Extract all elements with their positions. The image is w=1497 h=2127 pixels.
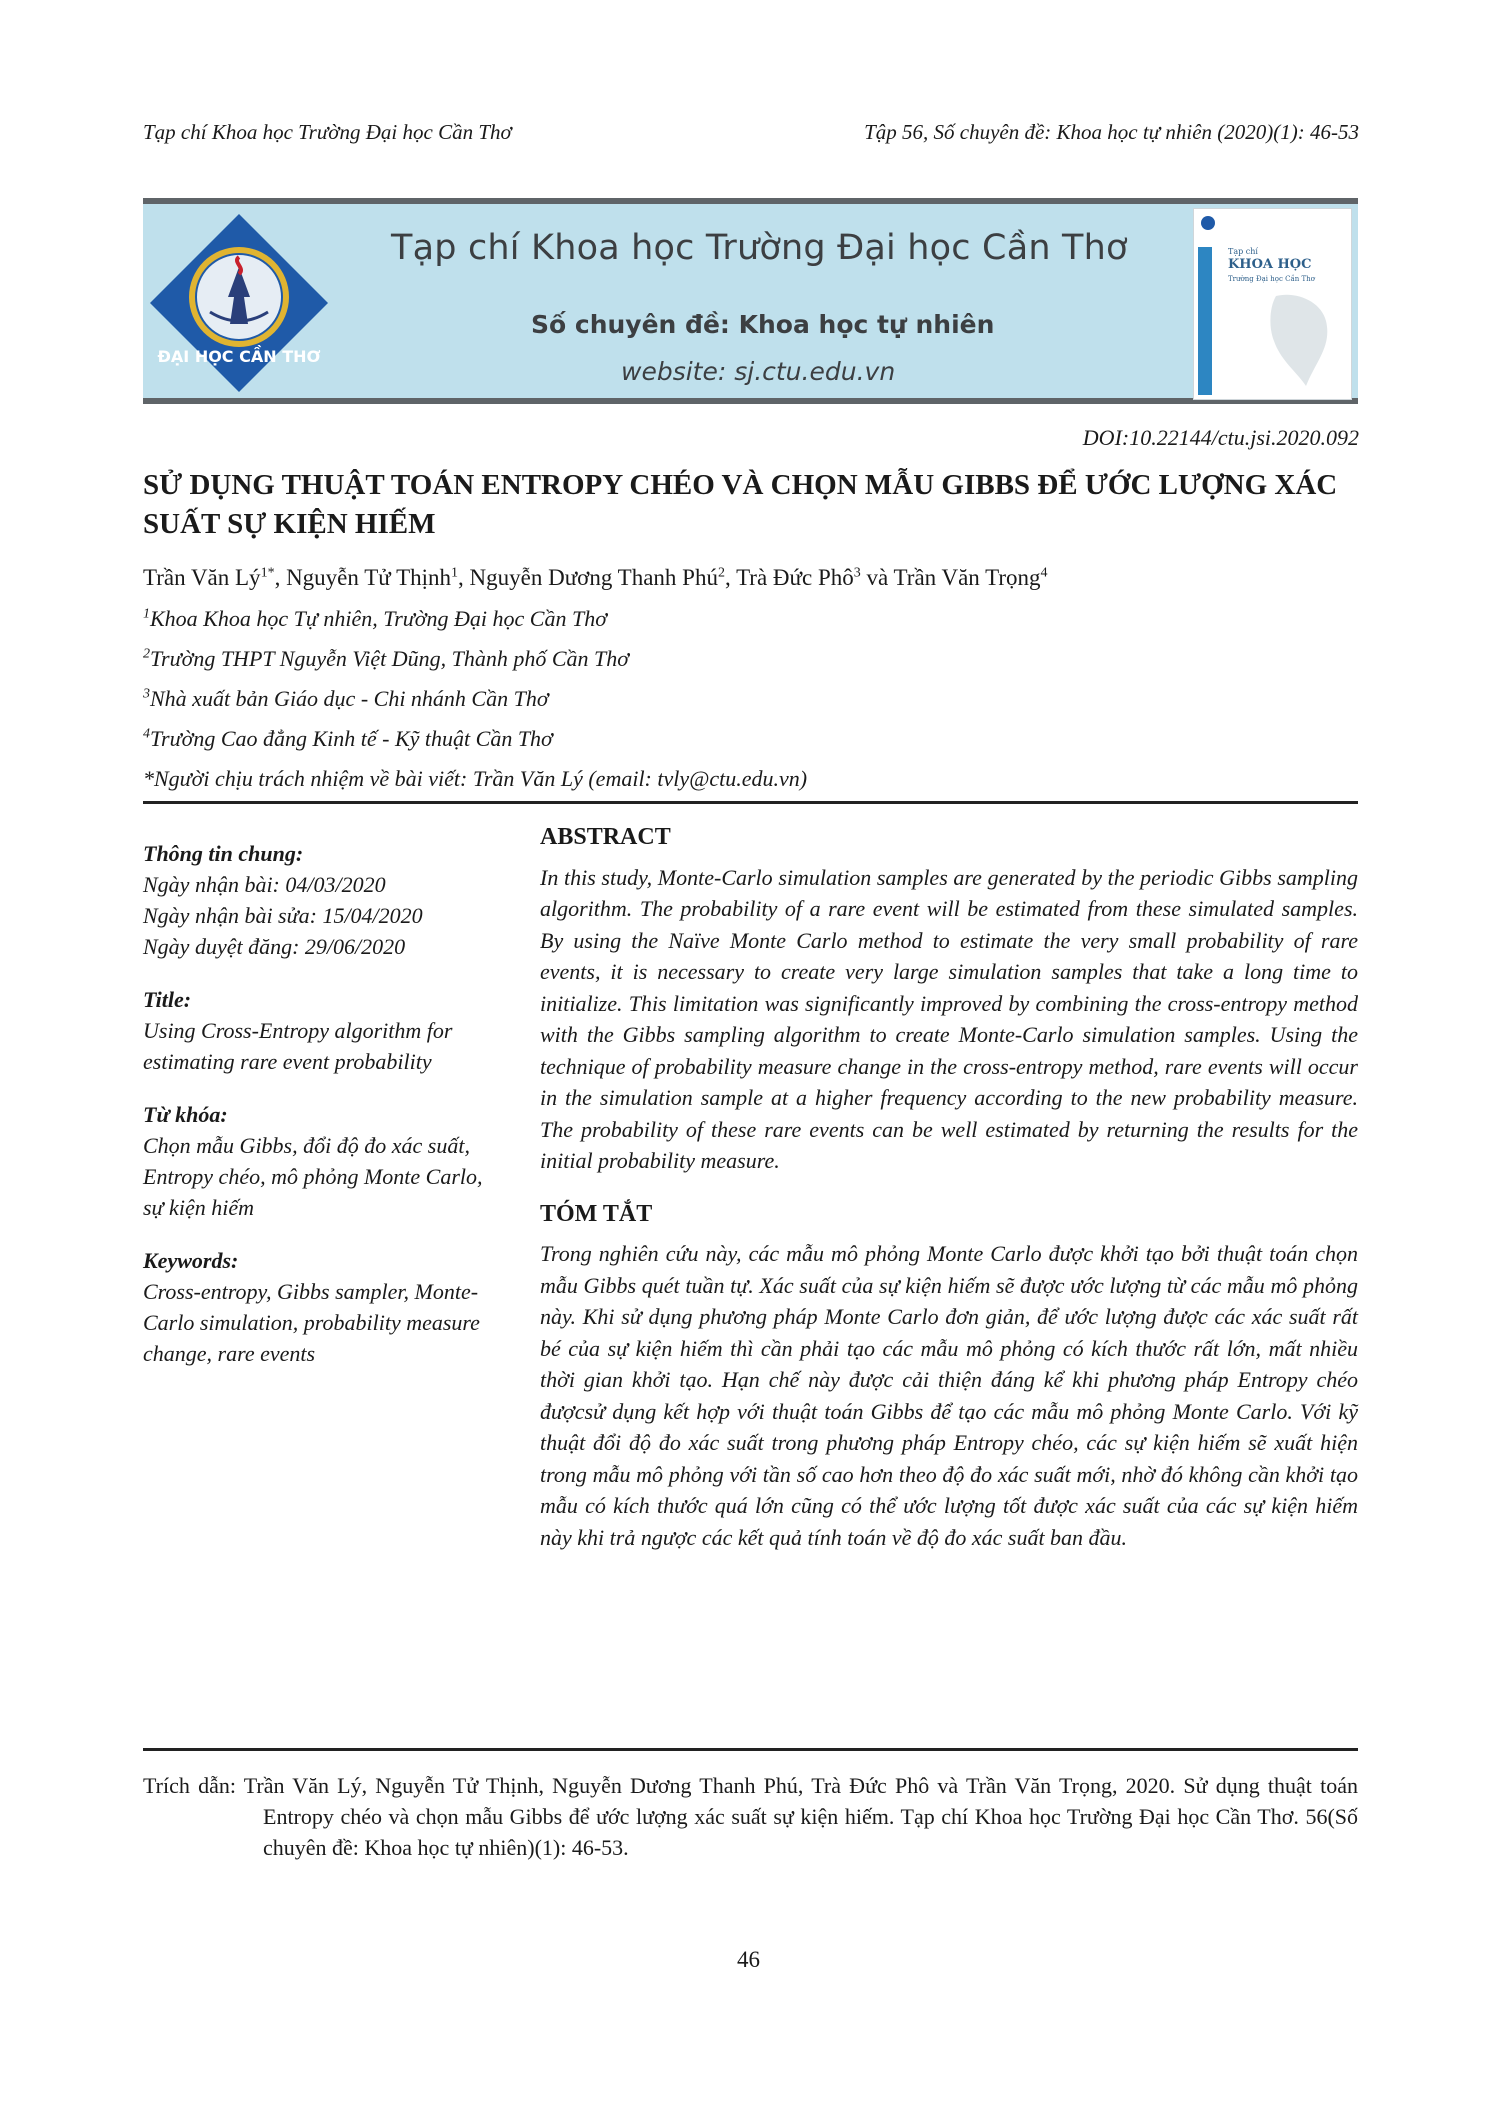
en-keywords-heading: Keywords: (143, 1248, 239, 1273)
author-name: Nguyễn Dương Thanh Phú (469, 565, 718, 590)
author-separator: , (458, 565, 470, 590)
author-affiliation-mark: 1* (260, 565, 275, 581)
tom-tat-heading: TÓM TẮT (540, 1200, 653, 1227)
divider-bottom (143, 1748, 1358, 1751)
page-number: 46 (737, 1947, 760, 1972)
cover-seal-icon (1200, 215, 1216, 231)
author-list (143, 565, 1048, 591)
banner-website: website: sj.ctu.edu.vn (621, 357, 896, 386)
abstract-text: In this study, Monte-Carlo simulation samples are generated by the periodic Gibbs sampling algorithm. The probability of a rare event will be estimated from these simulated samples. By using the Naïve Monte Carlo method to estimate the very small probability of rare events, it is necessary to create very large simulation samples that take a long time to initialize. This limitation was significantly improved by combining the cross-entropy method with the Gibbs sampling algorithm to create Monte-Carlo simulation samples. Using the technique of probability measure change in the cross-entropy method, rare events will occur in the simulation sample at a higher frequency according to the new probability measure. The probability of these rare events can be well estimated by returning the results for the initial probability measure. (540, 864, 1358, 1173)
article-info-sidebar (143, 838, 503, 1369)
affiliation-1: $^1$Khoa Khoa học Tự nhiên, Trường Đại học Cần Thơ (143, 606, 607, 631)
cover-title-small: Tạp chí (1228, 247, 1258, 256)
divider-top (143, 801, 1358, 804)
author-affiliation-mark: 3 (853, 565, 861, 581)
university-logo (148, 212, 330, 394)
running-header-right: Tập 56, Số chuyên đề: Khoa học tự nhiên (2020)(1): 46-53 (864, 120, 1359, 144)
affiliation-2: $^2$Trường THPT Nguyễn Việt Dũng, Thành phố Cần Thơ (143, 646, 629, 671)
tom-tat-text: Trong nghiên cứu này, các mẫu mô phỏng Monte Carlo được khởi tạo bởi thuật toán chọn mẫu Gibbs quét tuần tự. Xác suất của sự kiện hiếm sẽ được ước lượng từ các mẫu mô phỏng này. Khi sử dụng phương pháp Monte Carlo đơn giản, để ước lượng được các xác suất rất bé của sự kiện hiếm thì cần phải tạo các mẫu mô phỏng có kích thước rất lớn, mất nhiều thời gian khởi tạo. Hạn chế này được cải thiện đáng kể khi phương pháp Entropy chéo đượcsử dụng kết hợp với thuật toán Gibbs để tạo các mẫu mô phỏng Monte Carlo. Với kỹ thuật đổi độ đo xác suất trong phương pháp Entropy chéo, các sự kiện hiếm sẽ xuất hiện trong mẫu mô phỏng với tần số cao hơn theo độ đo xác suất mới, nhờ đó không cần khởi tạo mẫu có kích thước quá lớn cũng có thể ước lượng tốt được xác suất của các sự kiện hiếm này khi trả ngược các kết quả tính toán về độ đo xác suất ban đầu. (540, 1241, 1358, 1550)
cover-title-big: KHOA HỌC (1228, 257, 1312, 272)
logo-ring-text: ĐẠI HỌC CẦN THƠ (157, 347, 321, 366)
author-separator: , (274, 565, 287, 590)
banner-journal-name: Tạp chí Khoa học Trường Đại học Cần Thơ (391, 228, 1128, 268)
revised-date: Ngày nhận bài sửa: 15/04/2020 (143, 903, 423, 928)
journal-banner (143, 198, 1358, 404)
author-name: Trà Đức Phô (736, 565, 854, 590)
running-header-left: Tạp chí Khoa học Trường Đại học Cần Thơ (143, 120, 512, 144)
accepted-date: Ngày duyệt đăng: 29/06/2020 (143, 934, 406, 959)
author-name: Nguyễn Tử Thịnh (286, 565, 452, 590)
article-title: SỬ DỤNG THUẬT TOÁN ENTROPY CHÉO VÀ CHỌN MẪU GIBBS ĐỂ ƯỚC LƯỢNG XÁC SUẤT SỰ KIỆN HIẾM (143, 469, 1338, 540)
journal-cover-thumbnail (1193, 208, 1352, 400)
abstract-column (540, 822, 1358, 1575)
en-keywords: Cross-entropy, Gibbs sampler, Monte-Carlo simulation, probability measure change, rare events (143, 1279, 480, 1366)
cover-blue-bar (1198, 247, 1212, 395)
banner-special-issue: Số chuyên đề: Khoa học tự nhiên (531, 310, 995, 339)
vn-keywords: Chọn mẫu Gibbs, đổi độ đo xác suất, Entropy chéo, mô phỏng Monte Carlo, sự kiện hiếm (143, 1133, 483, 1220)
cover-subtitle: Trường Đại học Cần Thơ (1228, 275, 1315, 283)
author-affiliation-mark: 1 (451, 565, 459, 581)
author-affiliation-mark: 4 (1040, 565, 1048, 581)
english-title: Using Cross-Entropy algorithm for estimating rare event probability (143, 1018, 453, 1074)
affiliation-3: $^3$Nhà xuất bản Giáo dục - Chi nhánh Cần Thơ (143, 686, 549, 711)
citation: Trích dẫn: Trần Văn Lý, Nguyễn Tử Thịnh, Nguyễn Dương Thanh Phú, Trà Đức Phô và Trần Văn Trọng, 2020. Sử dụng thuật toán Entropy chéo và chọn mẫu Gibbs để ước lượng xác suất sự kiện hiếm. Tạp chí Khoa học Trường Đại học Cần Thơ. 56(Số chuyên đề: Khoa học tự nhiên)(1): 46-53. (143, 1773, 1358, 1860)
author-affiliation-mark: 2 (717, 565, 725, 581)
author-name: Trần Văn Lý (143, 565, 261, 590)
corresponding-author: *Người chịu trách nhiệm về bài viết: Trần Văn Lý (email: tvly@ctu.edu.vn) (143, 766, 808, 791)
vn-keywords-heading: Từ khóa: (143, 1102, 228, 1127)
english-title-heading: Title: (143, 987, 192, 1012)
abstract-heading: ABSTRACT (540, 824, 671, 850)
general-info-heading: Thông tin chung: (143, 841, 304, 866)
author-last-joiner: và (860, 565, 894, 590)
author-separator: , (724, 565, 737, 590)
received-date: Ngày nhận bài: 04/03/2020 (143, 872, 386, 897)
doi: DOI:10.22144/ctu.jsi.2020.092 (1082, 425, 1359, 450)
author-name: Trần Văn Trọng (893, 565, 1041, 590)
affiliation-4: $^4$Trường Cao đẳng Kinh tế - Kỹ thuật Cần Thơ (143, 726, 553, 751)
cover-map-icon (1266, 291, 1336, 391)
